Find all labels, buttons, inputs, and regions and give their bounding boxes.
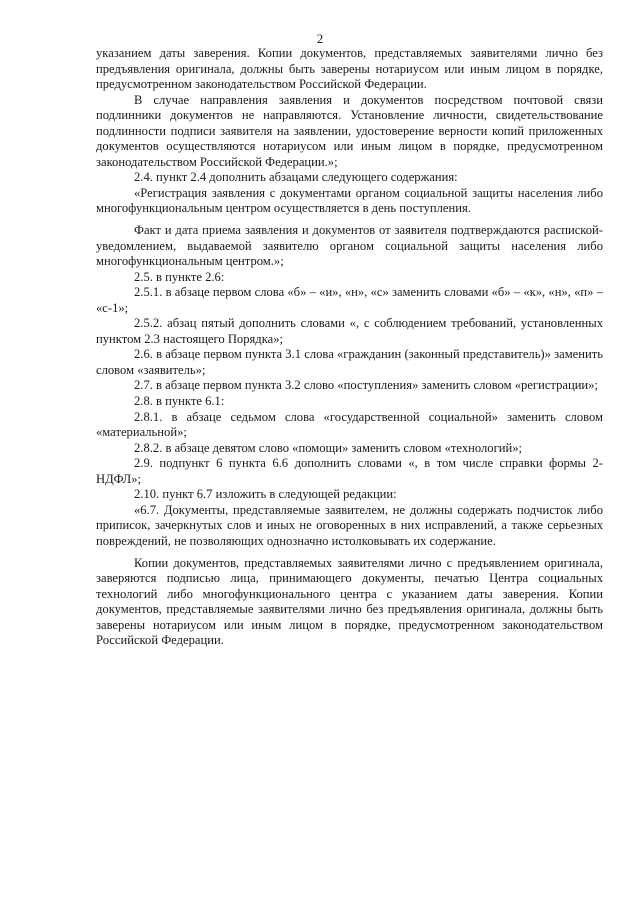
paragraph: 2.10. пункт 6.7 изложить в следующей редакции: [134, 487, 397, 502]
paragraph: 2.8.1. в абзаце седьмом слова «государственной социальной» заменить словом «материальной»; [96, 409, 603, 440]
paragraph: Факт и дата приема заявления и документов от заявителя подтверждаются распиской-уведомлением, выдаваемой заявителю органом социальной защиты населения либо многофункциональным центром.»; [96, 223, 603, 269]
paragraph: В случае направления заявления и документов посредством почтовой связи подлинники документов не направляются. Установление личности, свидетельствование подлинности подписи заявителя на заявлении, удостоверение верности копий приложенных документов осуществляются нотариусом или иным лицом в порядке, предусмотренном законодательством Российской Федерации.»; [96, 92, 603, 169]
paragraph: 2.5. в пункте 2.6: [134, 269, 225, 284]
paragraph: 2.8.2. в абзаце девятом слово «помощи» заменить словом «технологий»; [134, 440, 523, 455]
paragraph: 2.7. в абзаце первом пункта 3.2 слово «поступления» заменить словом «регистрации»; [134, 378, 598, 393]
paragraph: «6.7. Документы, представляемые заявителем, не должны содержать подчисток либо приписок, зачеркнутых слов и иных не оговоренных в них исправлений, а также серьезных повреждений, не позволяющих однозначно истолковывать их содержание. [96, 502, 603, 548]
paragraph: 2.5.1. в абзаце первом слова «б» – «и», «н», «с» заменить словами «б» – «к», «н», «п» – «с-1»; [96, 285, 603, 315]
paragraph: 2.8. в пункте 6.1: [134, 394, 225, 409]
paragraph: 2.6. в абзаце первом пункта 3.1 слова «гражданин (законный представитель)» заменить словом «заявитель»; [96, 347, 603, 377]
document-body [96, 46, 603, 649]
paragraph: указанием даты заверения. Копии документов, представляемых заявителями лично без предъявления оригинала, должны быть заверены нотариусом или иным лицом в порядке, предусмотренном законодательством Российской Федерации. [96, 46, 603, 92]
paragraph: 2.4. пункт 2.4 дополнить абзацами следующего содержания: [134, 170, 458, 185]
page-number: 2 [316, 31, 324, 46]
paragraph: 2.9. подпункт 6 пункта 6.6 дополнить словами «, в том числе справки формы 2-НДФЛ»; [96, 456, 603, 486]
paragraph: «Регистрация заявления с документами органом социальной защиты населения либо многофункциональным центром осуществляется в день поступления. [96, 185, 603, 216]
paragraph: 2.5.2. абзац пятый дополнить словами «, с соблюдением требований, установленных пунктом 2.3 настоящего Порядка»; [96, 316, 603, 346]
paragraph: Копии документов, представляемых заявителями лично с предъявлением оригинала, заверяются подписью лица, принимающего документы, печатью Центра социальных технологий либо многофункционального центра с указанием даты заверения. Копии документов, представляемые заявителями лично без предъявления оригинала, должны быть заверены нотариусом или иным лицом в порядке, предусмотренном законодательством Российской Федерации. [96, 555, 603, 648]
